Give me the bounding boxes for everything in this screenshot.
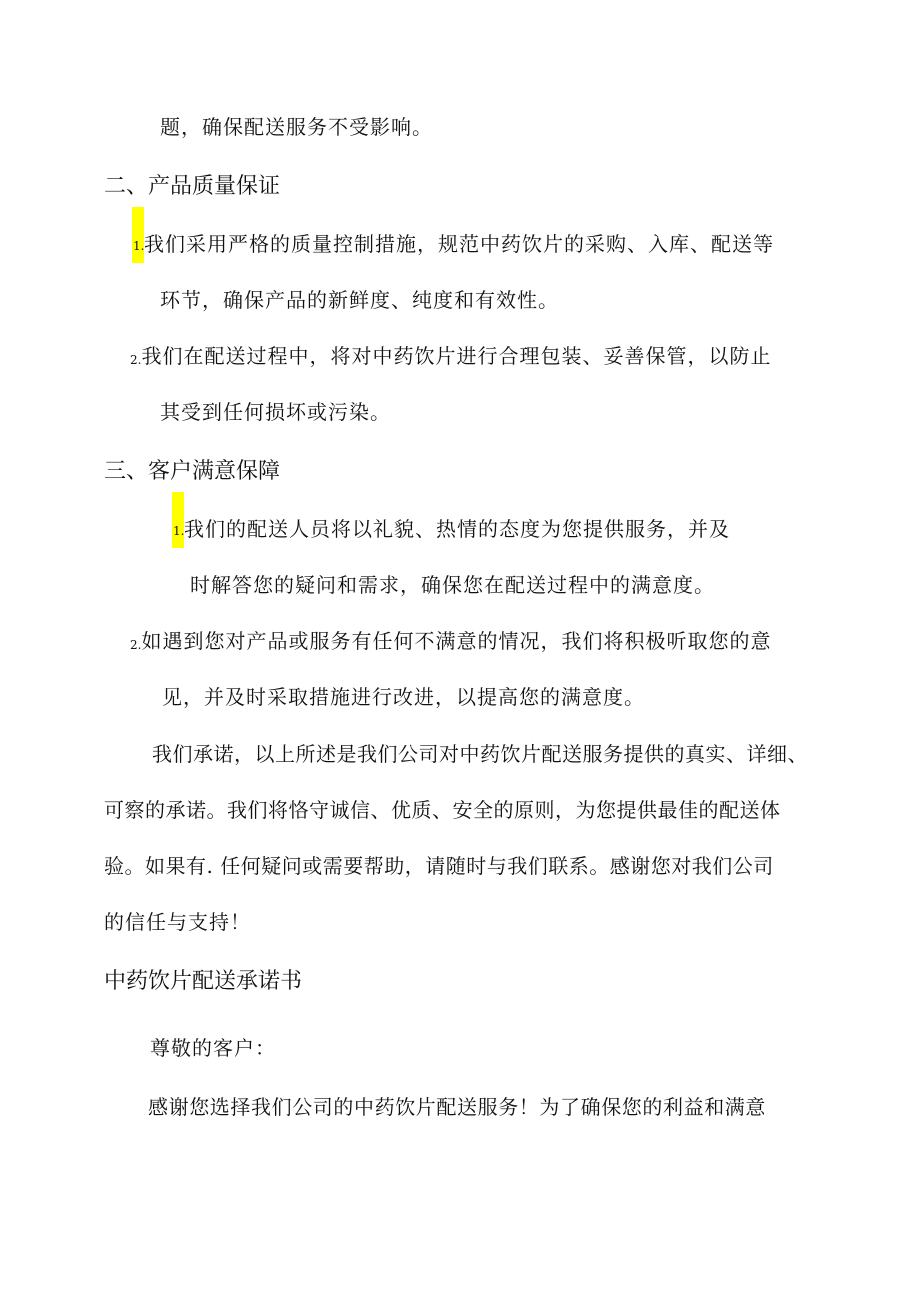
section-heading-satisfaction: 三、客户满意保障: [104, 459, 281, 484]
list-item-text: 见，并及时采取措施进行改进，以提高您的满意度。: [162, 685, 645, 709]
list-item-text: 环节，确保产品的新鲜度、纯度和有效性。: [160, 288, 559, 312]
paragraph-line: 可察的承诺。我们将恪守诚信、优质、安全的原则，为您提供最佳的配送体: [104, 798, 781, 822]
list-item-text: 我们采用严格的质量控制措施，规范中药饮片的采购、入库、配送等: [144, 232, 774, 256]
highlight-mark: [172, 492, 184, 548]
paragraph-line: 题，确保配送服务不受影响。: [160, 115, 433, 139]
salutation: 尊敬的客户：: [150, 1036, 276, 1060]
list-item-text: 如遇到您对产品或服务有任何不满意的情况，我们将积极听取您的意: [141, 629, 772, 653]
paragraph-line: 我们承诺，以上所述是我们公司对中药饮片配送服务提供的真实、详细、: [152, 742, 808, 766]
list-number: 1.: [173, 524, 185, 538]
document-title: 中药饮片配送承诺书: [104, 969, 303, 994]
list-item-text: 其受到任何损坏或污染。: [160, 400, 391, 424]
paragraph-line: 验。如果有. 任何疑问或需要帮助，请随时与我们联系。感谢您对我们公司: [104, 854, 774, 878]
list-item-text: 时解答您的疑问和需求，确保您在配送过程中的满意度。: [190, 573, 715, 597]
list-item-text: 我们的配送人员将以礼貌、热情的态度为您提供服务，并及: [184, 517, 730, 541]
list-item: [130, 627, 771, 658]
list-number: 2.: [130, 353, 142, 367]
paragraph-line: 感谢您选择我们公司的中药饮片配送服务！为了确保您的利益和满意: [148, 1095, 766, 1119]
list-number: 2.: [130, 638, 142, 652]
list-item-text: 我们在配送过程中，将对中药饮片进行合理包装、妥善保管，以防止: [141, 344, 772, 368]
highlight-mark: [132, 207, 144, 263]
section-heading-quality: 二、产品质量保证: [104, 174, 281, 199]
list-number: 1.: [133, 239, 145, 253]
list-item: [130, 342, 771, 373]
paragraph-line: 的信任与支持！: [104, 910, 251, 934]
